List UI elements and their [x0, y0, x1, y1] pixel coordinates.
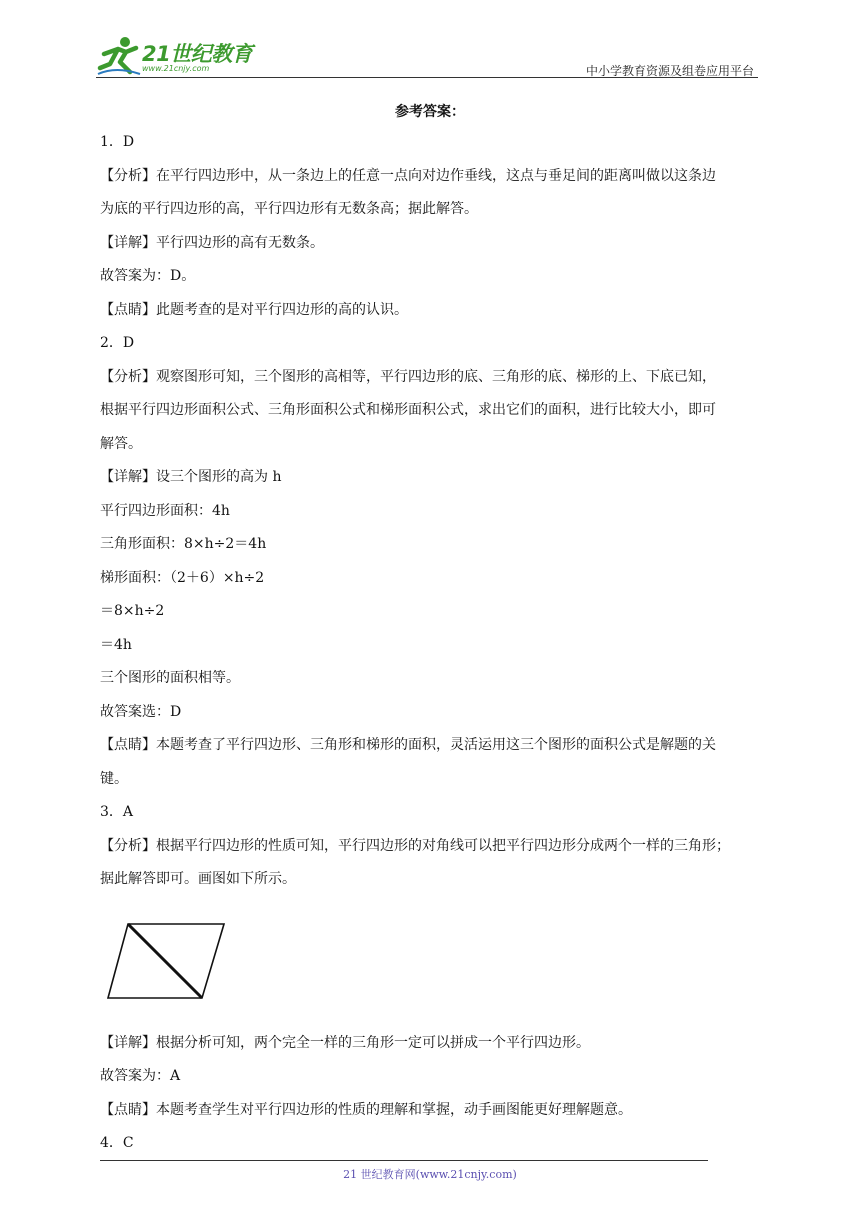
- q1-answer: 故答案为：D。: [100, 268, 196, 284]
- q2-analysis-line-3: 解答。: [100, 435, 142, 452]
- q3-analysis-line-2: 据此解答即可。画图如下所示。: [100, 871, 296, 887]
- q2-analysis-line-1: 【分析】观察图形可知，三个图形的高相等，平行四边形的底、三角形的底、梯形的上、下底已知，: [100, 368, 716, 385]
- q1-analysis-line-2: 为底的平行四边形的高，平行四边形有无数条高；据此解答。: [100, 201, 478, 217]
- parallelogram-diagram: [106, 922, 226, 1000]
- q2-step-1: ＝8×h÷2: [100, 603, 165, 619]
- runner-logo-icon: [96, 34, 142, 78]
- q3-comment: 【点睛】本题考查学生对平行四边形的性质的理解和掌握，动手画图能更好理解题意。: [100, 1101, 632, 1118]
- q2-parallelogram-area: 平行四边形面积：4h: [100, 502, 230, 519]
- q3-detail: 【详解】根据分析可知，两个完全一样的三角形一定可以拼成一个平行四边形。: [100, 1034, 590, 1051]
- q3-answer: 故答案为：A: [100, 1068, 181, 1084]
- parallelogram-figure: [100, 897, 766, 1027]
- brand-logo: [96, 34, 256, 78]
- q2-trapezoid-area: 梯形面积：（2＋6）×h÷2: [100, 569, 265, 586]
- q2-comment-line-1: 【点睛】本题考查了平行四边形、三角形和梯形的面积，灵活运用这三个图形的面积公式是解题的关: [100, 737, 716, 753]
- q2-triangle-area: 三角形面积：8×h÷2＝4h: [100, 536, 267, 552]
- logo-text: 21世纪教育: [142, 42, 253, 66]
- q2-step-2: ＝4h: [100, 636, 132, 653]
- question-3-number: 3．A: [100, 804, 134, 820]
- question-1-number: 1．D: [100, 134, 135, 150]
- header-divider: [96, 77, 758, 78]
- q2-analysis-line-2: 根据平行四边形面积公式、三角形面积公式和梯形面积公式，求出它们的面积，进行比较大小，即可: [100, 402, 716, 418]
- q2-conclusion: 三个图形的面积相等。: [100, 670, 240, 686]
- q1-detail: 【详解】平行四边形的高有无数条。: [100, 234, 324, 251]
- platform-name: 中小学教育资源及组卷应用平台: [585, 64, 754, 78]
- answer-title: 参考答案：: [395, 104, 465, 120]
- q1-comment: 【点睛】此题考查的是对平行四边形的高的认识。: [100, 301, 408, 318]
- answer-content: [100, 126, 766, 1161]
- q3-analysis-line-1: 【分析】根据平行四边形的性质可知，平行四边形的对角线可以把平行四边形分成两个一样的三角形；: [100, 837, 730, 854]
- page-footer: 21 世纪教育网(www.21cnjy.com): [343, 1168, 517, 1181]
- page-header: [96, 30, 758, 78]
- q2-answer: 故答案选：D: [100, 703, 182, 720]
- question-4-number: 4．C: [100, 1135, 134, 1151]
- q1-analysis-line-1: 【分析】在平行四边形中，从一条边上的任意一点向对边作垂线，这点与垂足间的距离叫做以这条边: [100, 167, 716, 184]
- footer-divider: [100, 1160, 708, 1161]
- question-2-number: 2．D: [100, 335, 135, 351]
- q2-comment-line-2: 键。: [100, 770, 128, 787]
- logo-url: www.21cnjy.com: [142, 64, 210, 73]
- q2-detail: 【详解】设三个图形的高为 h: [100, 469, 282, 485]
